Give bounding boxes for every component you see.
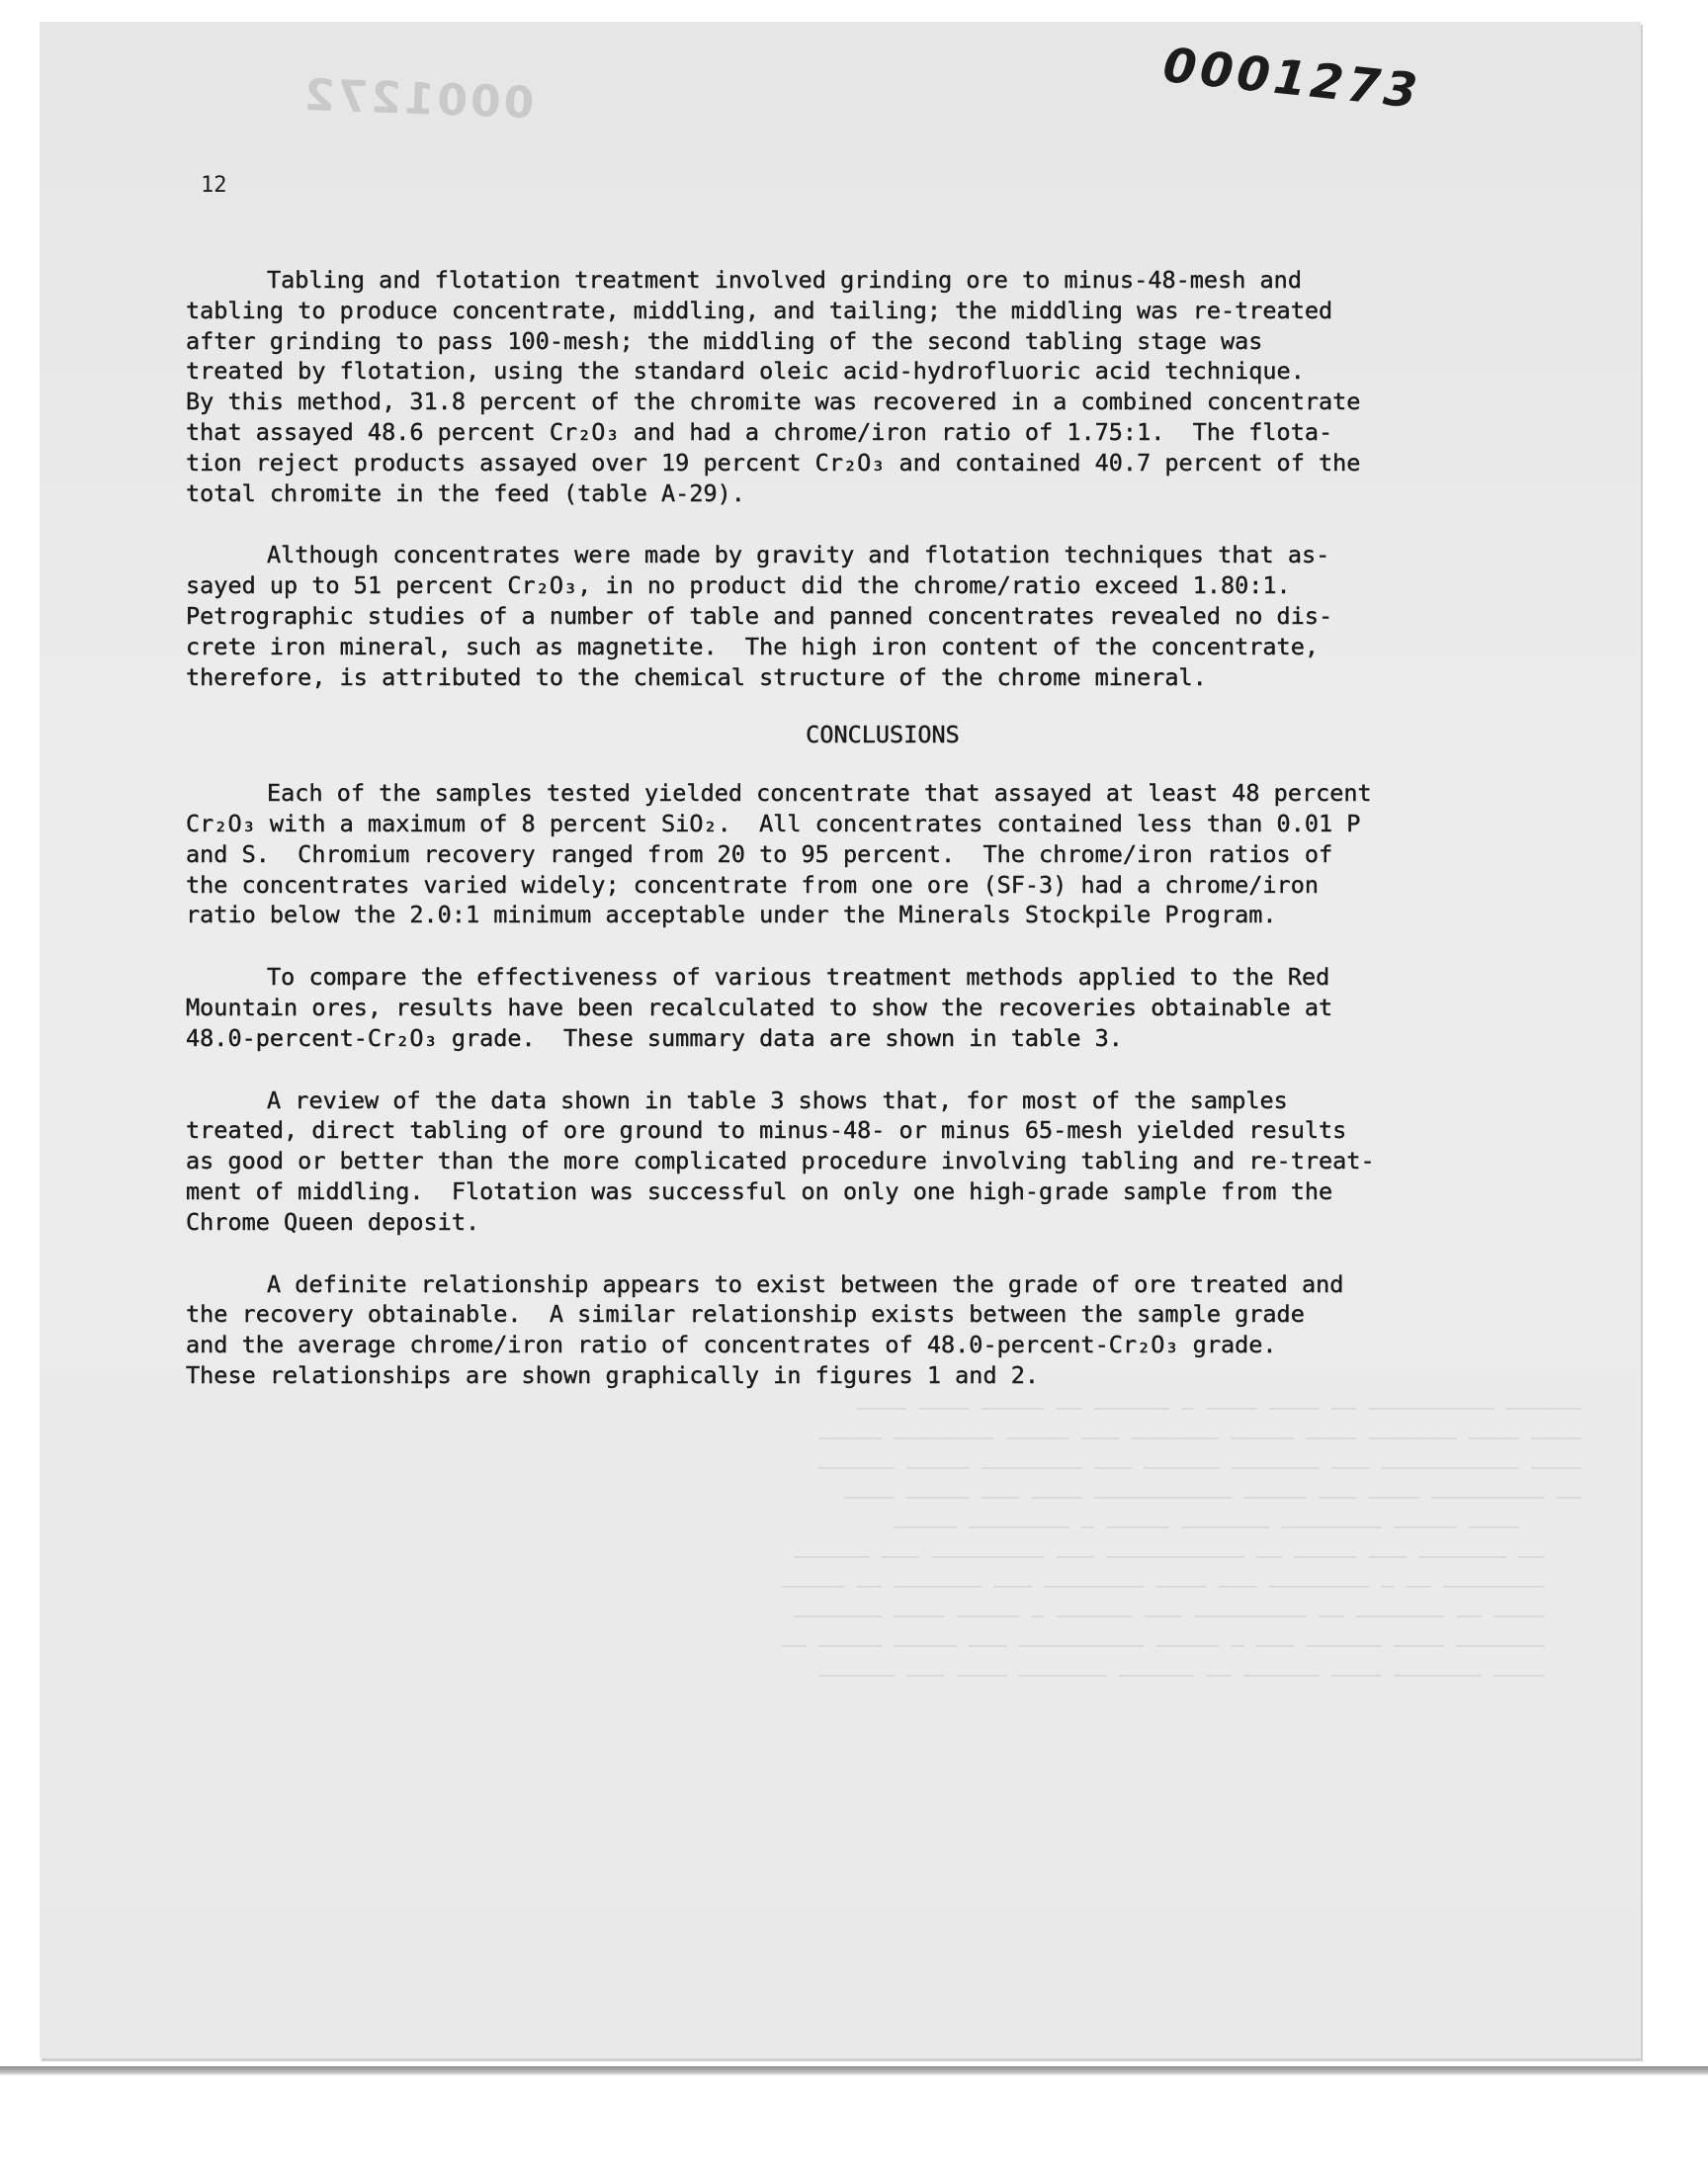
- text-line: tion reject products assayed over 19 percent Cr₂O₃ and contained 40.7 percent of the: [186, 448, 1361, 477]
- text-line: as good or better than the more complicated procedure involving tabling and re-treat-: [186, 1147, 1375, 1175]
- text-line: and the average chrome/iron ratio of concentrates of 48.0-percent-Cr₂O₃ grade.: [186, 1331, 1277, 1359]
- text-line: 48.0-percent-Cr₂O₃ grade. These summary data are shown in table 3.: [186, 1023, 1123, 1052]
- text-line: sayed up to 51 percent Cr₂O₃, in no product did the chrome/ratio exceed 1.80:1.: [186, 571, 1291, 600]
- text-line: tabling to produce concentrate, middling, and tailing; the middling was re-treated: [186, 296, 1333, 324]
- text-line: that assayed 48.6 percent Cr₂O₃ and had a chrome/iron ratio of 1.75:1. The flota-: [186, 417, 1333, 446]
- text-line: Mountain ores, results have been recalculated to show the recoveries obtainable at: [186, 993, 1333, 1021]
- page-number: 12: [201, 173, 227, 198]
- paragraph-compare-methods: [186, 962, 1471, 1053]
- text-line: Each of the samples tested yielded concentrate that assayed at least 48 percent: [267, 779, 1372, 808]
- text-line: the concentrates varied widely; concentrate from one ore (SF-3) had a chrome/iron: [186, 870, 1320, 899]
- bleed-through-stamp: 0001272: [300, 69, 536, 130]
- text-line: Chrome Queen deposit.: [186, 1207, 480, 1236]
- paragraph-concentrates: [186, 540, 1471, 692]
- text-line: ratio below the 2.0:1 minimum acceptable under the Minerals Stockpile Program.: [186, 901, 1277, 929]
- text-line: By this method, 31.8 percent of the chromite was recovered in a combined concentrate: [186, 388, 1361, 416]
- text-line: Cr₂O₃ with a maximum of 8 percent SiO₂. All concentrates contained less than 0.01 P: [186, 809, 1361, 837]
- paragraph-review-table-3: [186, 1086, 1471, 1238]
- paper-edge-shadow: [0, 2066, 1708, 2076]
- document-stamp-number: 0001273: [1160, 38, 1424, 121]
- text-line: and S. Chromium recovery ranged from 20 to 95 percent. The chrome/iron ratios of: [186, 839, 1333, 868]
- text-line: therefore, is attributed to the chemical structure of the chrome mineral.: [186, 662, 1207, 691]
- text-line: Although concentrates were made by gravity and flotation techniques that as-: [267, 541, 1330, 569]
- text-line: A review of the data shown in table 3 shows that, for most of the samples: [267, 1086, 1288, 1114]
- text-line: A definite relationship appears to exist between the grade of ore treated and: [267, 1269, 1344, 1298]
- text-line: treated, direct tabling of ore ground to minus-48- or minus 65-mesh yielded results: [186, 1116, 1347, 1145]
- bleed-through-text: ────── ────────── ── ──── ──── ─ ────── ── ───── ──── ──── ──── ──── ─────── ──── ───── ─────── ─── ───── ──────── ───── ──── ─────────── ─── ─────── ────── ─── ──────── ───── ────── ── ───────── ──── ─── ───── ─────────── ──── ─── ───── ──── ──── ───── ──────── ─────── ───── ─ ──────── ───── ── ─────── ─── ───── ── ─────────── ─── ───────── ─── ────── ──────── ── ─ ──────── ─── ──── ──────── ─── ─────── ── ───── ──── ── ─────── ── ───────── ─── ────── ─ ───── ──── ─────── ─────── ──── ────── ─── ─ ───── ────────── ─── ───── ───── ── ──── ─────── ──── ────── ── ────── ─────── ──── ─── ──────: [781, 1397, 1581, 1688]
- section-heading-conclusions: CONCLUSIONS: [806, 721, 960, 749]
- text-line: the recovery obtainable. A similar relationship exists between the sample grade: [186, 1300, 1305, 1329]
- text-line: crete iron mineral, such as magnetite. The high iron content of the concentrate,: [186, 632, 1320, 660]
- paragraph-tabling-flotation: [186, 265, 1471, 508]
- text-line: total chromite in the feed (table A-29).: [186, 478, 745, 507]
- text-line: These relationships are shown graphically in figures 1 and 2.: [186, 1360, 1040, 1389]
- text-line: Petrographic studies of a number of table and panned concentrates revealed no dis-: [186, 601, 1333, 630]
- text-line: ment of middling. Flotation was successful on only one high-grade sample from the: [186, 1176, 1333, 1205]
- text-line: after grinding to pass 100-mesh; the middling of the second tabling stage was: [186, 326, 1263, 355]
- text-line: Tabling and flotation treatment involved grinding ore to minus-48-mesh and: [267, 266, 1302, 294]
- paragraph-samples-tested: [186, 778, 1471, 930]
- text-line: To compare the effectiveness of various treatment methods applied to the Red: [267, 963, 1330, 992]
- document-body: [186, 265, 1471, 1391]
- text-line: treated by flotation, using the standard oleic acid-hydrofluoric acid technique.: [186, 357, 1305, 386]
